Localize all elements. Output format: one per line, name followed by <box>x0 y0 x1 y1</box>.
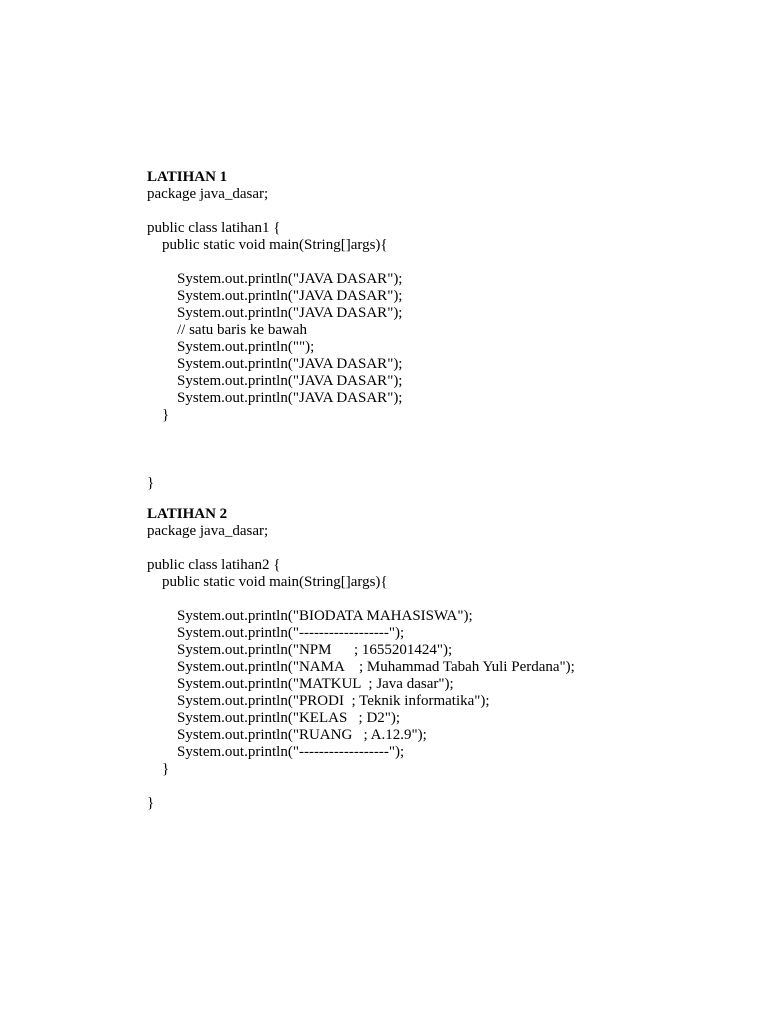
code-line: } <box>147 795 155 811</box>
code-line <box>147 591 575 608</box>
code-line: System.out.println("JAVA DASAR"); <box>147 288 403 304</box>
code-line <box>147 778 575 795</box>
code-line <box>147 254 402 271</box>
code-line: public class latihan1 { <box>147 220 281 236</box>
exercise-1-section <box>147 169 402 492</box>
code-line: System.out.println("KELAS ; D2"); <box>147 710 401 726</box>
code-line: System.out.println("JAVA DASAR"); <box>147 390 403 406</box>
code-line: System.out.println("MATKUL ; Java dasar"); <box>147 676 454 692</box>
code-line <box>147 458 402 475</box>
code-line <box>147 424 402 441</box>
code-line: System.out.println("RUANG ; A.12.9"); <box>147 727 427 743</box>
exercise-2-heading: LATIHAN 2 <box>147 506 228 522</box>
code-line: System.out.println("NPM ; 1655201424"); <box>147 642 453 658</box>
code-line: } <box>147 475 155 491</box>
code-line: System.out.println("------------------"); <box>147 744 405 760</box>
code-line: System.out.println("NAMA ; Muhammad Tabah Yuli Perdana"); <box>147 659 575 675</box>
code-line <box>147 203 402 220</box>
code-line: System.out.println("JAVA DASAR"); <box>147 373 403 389</box>
code-line: } <box>147 407 170 423</box>
code-line: System.out.println("JAVA DASAR"); <box>147 356 403 372</box>
code-line: System.out.println("JAVA DASAR"); <box>147 271 403 287</box>
code-line: public static void main(String[]args){ <box>147 574 388 590</box>
code-line: System.out.println("------------------"); <box>147 625 405 641</box>
code-line: public static void main(String[]args){ <box>147 237 388 253</box>
code-line <box>147 540 575 557</box>
exercise-2-code <box>147 523 575 812</box>
code-line: System.out.println("JAVA DASAR"); <box>147 305 403 321</box>
code-line: package java_dasar; <box>147 523 269 539</box>
code-line: package java_dasar; <box>147 186 269 202</box>
code-line: } <box>147 761 170 777</box>
code-line: public class latihan2 { <box>147 557 281 573</box>
exercise-2-section <box>147 506 575 812</box>
code-line: System.out.println("PRODI ; Teknik informatika"); <box>147 693 490 709</box>
exercise-1-heading: LATIHAN 1 <box>147 169 228 185</box>
code-comment-line: // satu baris ke bawah <box>147 322 307 338</box>
exercise-1-code <box>147 186 402 492</box>
code-line <box>147 441 402 458</box>
code-line: System.out.println(""); <box>147 339 315 355</box>
code-line: System.out.println("BIODATA MAHASISWA"); <box>147 608 473 624</box>
